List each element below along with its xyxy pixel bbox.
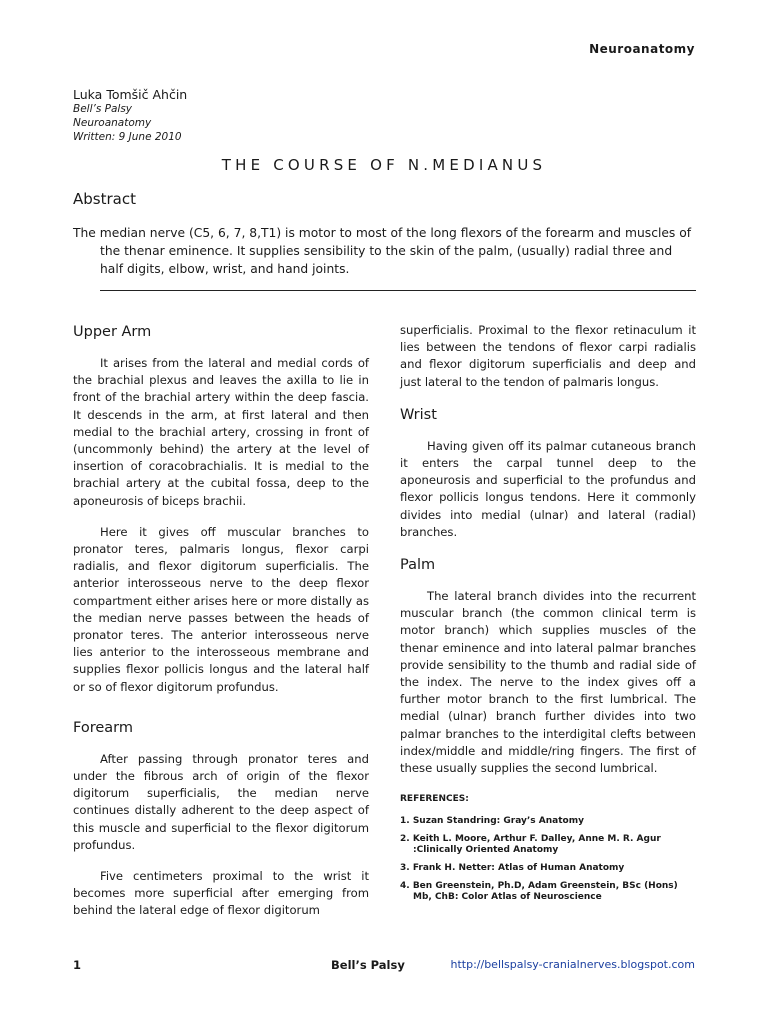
paragraph: Here it gives off muscular branches to pronator teres, palmaris longus, flexor carpi radialis, and flexor digitorum superficialis. The anterior interosseous nerve to the deep flexor compartment either arises here or more distally as the median nerve passes between the heads of pronator teres. The anterior interosseous nerve lies anterior to the interosseous membrane and supplies flexor pollicis longus and the lateral half or so of flexor digitorum profundus. [73, 524, 369, 694]
meta-subject: Neuroanatomy [73, 117, 152, 129]
meta-date: Written: 9 June 2010 [73, 131, 182, 143]
reference-item: 4. Ben Greenstein, Ph.D, Adam Greenstein, BSc (Hons) Mb, ChB: Color Atlas of Neuroscience [400, 881, 678, 903]
footer-title: Bell’s Palsy [331, 958, 405, 972]
meta-topic: Bell’s Palsy [73, 103, 133, 115]
paragraph: After passing through pronator teres and under the fibrous arch of origin of the flexor digitorum superficialis, the median nerve continues distally adherent to the deep aspect of this muscle and superficial to the flexor digitorum profundus. [73, 751, 369, 852]
right-column [400, 322, 696, 910]
paragraph: Five centimeters proximal to the wrist it becomes more superficial after emerging from behind the lateral edge of flexor digitorum [73, 869, 369, 918]
paragraph-continuation: superficialis. Proximal to the flexor retinaculum it lies between the tendons of flexor carpi radialis and flexor digitorum superficialis and deep and just lateral to the tendon of palmaris longus. [400, 323, 696, 389]
section-heading-palm: Palm [400, 557, 436, 574]
section-heading-upper-arm: Upper Arm [73, 324, 152, 340]
footer-link[interactable]: http://bellspalsy-cranialnerves.blogspot.com [450, 958, 695, 971]
section-heading-wrist: Wrist [400, 406, 437, 423]
horizontal-rule [100, 290, 696, 291]
paragraph: Having given off its palmar cutaneous branch it enters the carpal tunnel deep to the aponeurosis and superficial to the profundus and flexor pollicis longus tendons. Here it commonly divides into medial (ulnar) and lateral (radial) branches. [400, 438, 696, 539]
paragraph: It arises from the lateral and medial cords of the brachial plexus and leaves the axilla to lie in front of the brachial artery within the deep fascia. It descends in the arm, at first lateral and then medial to the brachial artery, crossing in front of (uncommonly behind) the artery at the level of insertion of coracobrachialis. It is medial to the brachial artery at the cubital fossa, deep to the aponeurosis of biceps brachii. [73, 356, 369, 508]
document-title: THE COURSE OF N.MEDIANUS [221, 156, 547, 174]
section-heading-forearm: Forearm [73, 719, 133, 736]
paragraph: The lateral branch divides into the recurrent muscular branch (the common clinical term is motor branch) which supplies muscles of the thenar eminence and into lateral palmar branches provide sensibility to the thumb and radial side of the index. The nerve to the index gives off a further motor branch to the first lumbrical. The medial (ulnar) branch further divides into two palmar branches to the interdigital clefts between index/middle and middle/ring fingers. The first of these usually supplies the second lumbrical. [400, 589, 696, 776]
reference-item: 2. Keith L. Moore, Arthur F. Dalley, Anne M. R. Agur :Clinically Oriented Anatomy [400, 834, 661, 856]
author-name: Luka Tomšič Ahčin [73, 87, 188, 102]
references-list [400, 816, 696, 903]
running-header: Neuroanatomy [589, 42, 695, 56]
abstract-heading: Abstract [73, 190, 136, 208]
reference-item: 3. Frank H. Netter: Atlas of Human Anatomy [400, 863, 625, 874]
reference-item: 1. Suzan Standring: Gray’s Anatomy [400, 816, 584, 827]
page-footer [73, 958, 695, 974]
abstract-text: The median nerve (C5, 6, 7, 8,T1) is motor to most of the long flexors of the forearm and muscles of the thenar eminence. It supplies sensibility to the skin of the palm, (usually) radial three and half digits, elbow, wrist, and hand joints. [73, 226, 692, 276]
page-number: 1 [73, 958, 82, 972]
author-block [73, 88, 187, 144]
references-heading: REFERENCES: [400, 794, 469, 805]
left-column [73, 322, 369, 934]
